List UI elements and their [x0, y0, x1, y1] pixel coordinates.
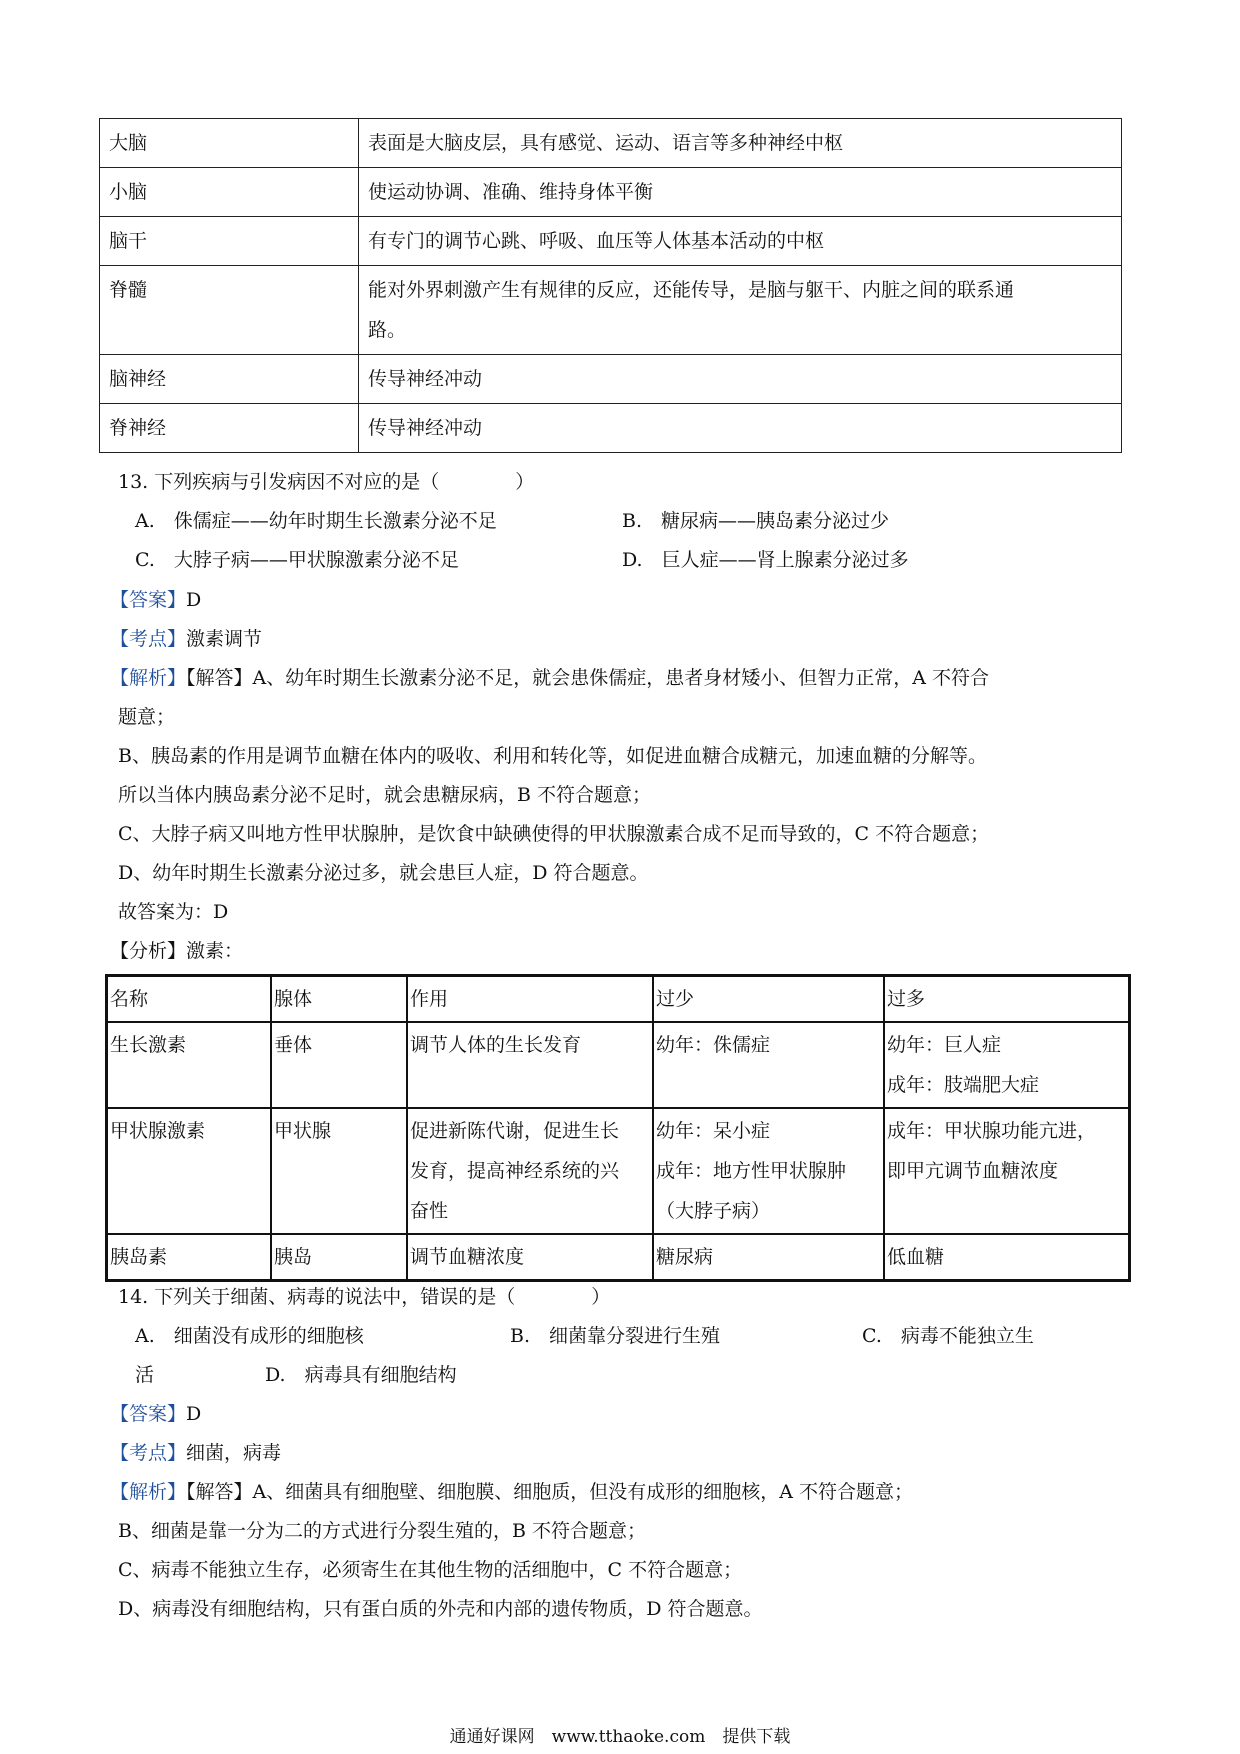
table-cell	[407, 1022, 653, 1108]
table-header-row	[107, 976, 1130, 1023]
table-header: 过少	[653, 976, 884, 1023]
table-cell: 脑干	[100, 217, 359, 266]
kaodian-value: 细菌，病毒	[186, 1442, 282, 1464]
cell-line: 成年：肢端肥大症	[887, 1074, 1040, 1096]
paragraph-line: D、病毒没有细胞结构，只有蛋白质的外壳和内部的遗传物质，D 符合题意。	[118, 1598, 763, 1620]
cell-line: 即甲亢调节血糖浓度	[887, 1160, 1059, 1182]
q13-kaodian	[110, 624, 262, 654]
cell-line: 能对外界刺激产生有规律的反应，还能传导，是脑与躯干、内脏之间的联系通	[368, 279, 1015, 301]
table-cell: 有专门的调节心跳、呼吸、血压等人体基本活动的中枢	[359, 217, 1122, 266]
table-cell	[653, 1022, 884, 1108]
answer-value: D	[186, 589, 202, 611]
table-cell	[884, 1022, 1130, 1108]
table-header: 名称	[107, 976, 272, 1023]
question-13: 13. 下列疾病与引发病因不对应的是（ ）	[118, 471, 535, 493]
table-cell	[884, 1108, 1130, 1234]
table-cell	[359, 266, 1122, 355]
table-header: 作用	[407, 976, 653, 1023]
table-cell: 小脑	[100, 168, 359, 217]
cell-line: 成年：甲状腺功能亢进，	[887, 1120, 1097, 1142]
table-cell: 脑神经	[100, 355, 359, 404]
cell-line: 奋性	[410, 1200, 449, 1222]
table-cell	[653, 1108, 884, 1234]
kaodian-tag: 【考点】	[110, 628, 187, 650]
jiexi-tag: 【解析】	[110, 667, 187, 689]
table-row	[100, 168, 1122, 217]
q13-option-a: A. 侏儒症——幼年时期生长激素分泌不足	[135, 510, 497, 532]
table-cell: 垂体	[271, 1022, 407, 1108]
cell-line: 成年：地方性甲状腺肿	[656, 1160, 847, 1182]
answer-tag: 【答案】	[110, 589, 187, 611]
table-row	[100, 404, 1122, 453]
final-answer: 故答案为：D	[118, 901, 229, 923]
cell-line: 路。	[368, 319, 407, 341]
table-row	[107, 1234, 1130, 1281]
cell-line: 幼年：巨人症	[887, 1034, 1002, 1056]
table-row	[100, 355, 1122, 404]
paragraph-line: C、病毒不能独立生存，必须寄生在其他生物的活细胞中，C 不符合题意；	[118, 1559, 743, 1581]
paragraph-line: C、大脖子病又叫地方性甲状腺肿，是饮食中缺碘使得的甲状腺激素合成不足而导致的，C 不符合题意；	[118, 823, 990, 845]
cell-line: 调节血糖浓度	[410, 1246, 525, 1268]
answer-value: D	[186, 1403, 202, 1425]
q14-option-c: C. 病毒不能独立生	[862, 1325, 1034, 1347]
hormone-table	[105, 974, 1131, 1282]
cell-line: 幼年：呆小症	[656, 1120, 771, 1142]
kaodian-tag: 【考点】	[110, 1442, 187, 1464]
q14-jiexi	[110, 1477, 913, 1507]
cell-line: 低血糖	[887, 1246, 945, 1268]
table-cell: 生长激素	[107, 1022, 272, 1108]
cell-line: 促进新陈代谢，促进生长	[410, 1120, 620, 1142]
table-cell: 使运动协调、准确、维持身体平衡	[359, 168, 1122, 217]
paragraph-line: 所以当体内胰岛素分泌不足时，就会患糖尿病，B 不符合题意；	[118, 784, 652, 806]
table-cell: 表面是大脑皮层，具有感觉、运动、语言等多种神经中枢	[359, 119, 1122, 168]
cell-line: 幼年：侏儒症	[656, 1034, 771, 1056]
table-cell	[407, 1108, 653, 1234]
q13-option-d: D. 巨人症——肾上腺素分泌过多	[622, 549, 909, 571]
table-cell: 甲状腺	[271, 1108, 407, 1234]
table-header: 过多	[884, 976, 1130, 1023]
jiexi-text: 【解答】A、细菌具有细胞壁、细胞膜、细胞质，但没有成形的细胞核，A 不符合题意；	[186, 1481, 913, 1503]
table-row	[107, 1022, 1130, 1108]
table-cell: 胰岛素	[107, 1234, 272, 1281]
analysis-tag: 【分析】	[110, 940, 187, 962]
cell-line: （大脖子病）	[656, 1200, 771, 1222]
q13-jiexi	[110, 663, 989, 693]
table-cell: 脊神经	[100, 404, 359, 453]
jiexi-text: 【解答】A、幼年时期生长激素分泌不足，就会患侏儒症，患者身材矮小、但智力正常，A 不符合	[186, 667, 990, 689]
q14-option-a: A. 细菌没有成形的细胞核	[135, 1325, 364, 1347]
q14-option-b: B. 细菌靠分裂进行生殖	[510, 1325, 721, 1347]
cell-line: 调节人体的生长发育	[410, 1034, 582, 1056]
table-row	[100, 119, 1122, 168]
q13-answer	[110, 585, 201, 615]
q13-option-b: B. 糖尿病——胰岛素分泌过少	[622, 510, 890, 532]
table-row	[107, 1108, 1130, 1234]
paragraph-line: B、胰岛素的作用是调节血糖在体内的吸收、利用和转化等，如促进血糖合成糖元，加速血糖的分解等。	[118, 745, 987, 767]
table-cell	[653, 1234, 884, 1281]
cell-line: 发育，提高神经系统的兴	[410, 1160, 620, 1182]
table-cell: 胰岛	[271, 1234, 407, 1281]
answer-tag: 【答案】	[110, 1403, 187, 1425]
table-cell: 传导神经冲动	[359, 404, 1122, 453]
paragraph-line: B、细菌是靠一分为二的方式进行分裂生殖的，B 不符合题意；	[118, 1520, 646, 1542]
q13-analysis	[110, 936, 243, 966]
table-row	[100, 217, 1122, 266]
table-cell: 甲状腺激素	[107, 1108, 272, 1234]
table-cell: 大脑	[100, 119, 359, 168]
question-14: 14. 下列关于细菌、病毒的说法中，错误的是（ ）	[118, 1286, 611, 1308]
table-cell	[407, 1234, 653, 1281]
paragraph-line: 题意；	[118, 706, 176, 728]
table-row	[100, 266, 1122, 355]
table-cell: 脊髓	[100, 266, 359, 355]
q13-option-c: C. 大脖子病——甲状腺激素分泌不足	[135, 549, 459, 571]
table-cell: 传导神经冲动	[359, 355, 1122, 404]
q14-option-d: D. 病毒具有细胞结构	[265, 1364, 457, 1386]
cell-line: 糖尿病	[656, 1246, 714, 1268]
q14-option-c-cont: 活	[135, 1364, 155, 1386]
page-footer: 通通好课网 www.tthaoke.com 提供下载	[449, 1727, 791, 1747]
kaodian-value: 激素调节	[186, 628, 263, 650]
nerve-system-table	[99, 118, 1122, 453]
q14-answer	[110, 1399, 201, 1429]
table-cell	[884, 1234, 1130, 1281]
table-header: 腺体	[271, 976, 407, 1023]
analysis-text: 激素：	[186, 940, 244, 962]
paragraph-line: D、幼年时期生长激素分泌过多，就会患巨人症，D 符合题意。	[118, 862, 649, 884]
q14-kaodian	[110, 1438, 281, 1468]
jiexi-tag: 【解析】	[110, 1481, 187, 1503]
